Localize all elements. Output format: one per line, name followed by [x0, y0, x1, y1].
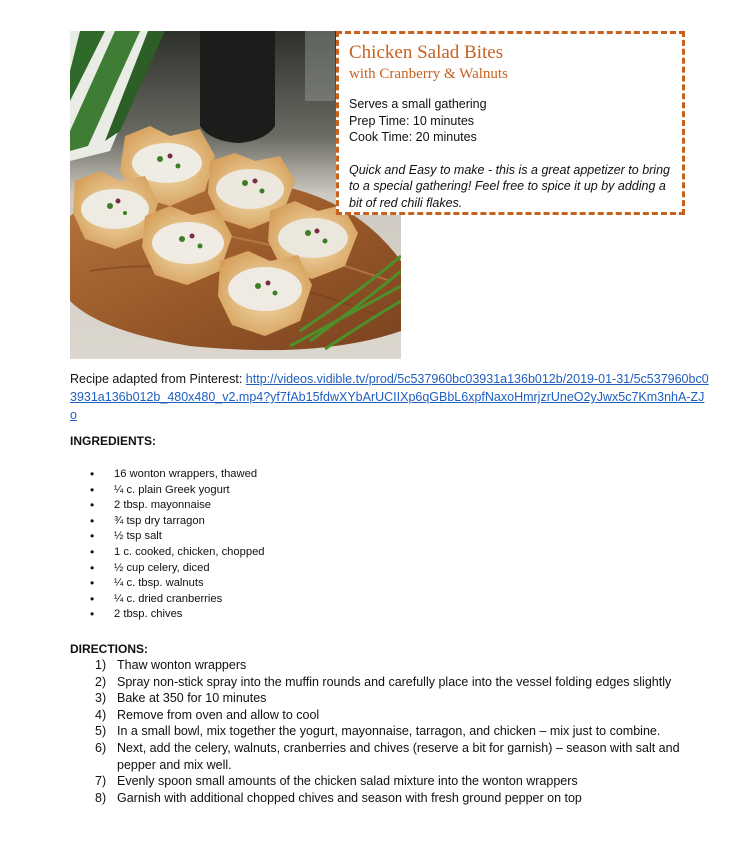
ingredient-item: • ½ cup celery, diced [90, 561, 265, 577]
step-number: 6) [95, 740, 107, 755]
step-text: Evenly spoon small amounts of the chicken salad mixture into the wonton wrappers [117, 774, 578, 789]
ingredient-item: • ¼ c. tbsp. walnuts [90, 576, 265, 592]
directions-list [95, 657, 695, 806]
direction-step [95, 707, 695, 724]
direction-step [95, 740, 695, 773]
direction-step [95, 674, 695, 691]
source-link[interactable]: http://videos.vidible.tv/prod/5c537960bc03931a136b012b/2019-01-31/5c537960bc03931a136b012b_480x480_v2.mp4?yf7fAb15fdwXYbArUCIIXp6qGBbL6xpfNaxoHmrjzrUneO2yJwx5c7Km3nhA-ZJo [70, 372, 709, 422]
step-number: 2) [95, 674, 107, 689]
step-number: 1) [95, 658, 107, 672]
cook-time: Cook Time: 20 minutes [349, 130, 477, 144]
direction-step [95, 690, 695, 707]
direction-step [95, 723, 695, 740]
step-text: Next, add the celery, walnuts, cranberries and chives (reserve a bit for garnish) – season with salt and pepper and mix well. [117, 740, 680, 772]
ingredient-item: • ½ tsp salt [90, 529, 265, 545]
prep-time: Prep Time: 10 minutes [349, 113, 475, 128]
recipe-description: Quick and Easy to make - this is a great appetizer to bring to a special gathering! Feel free to spice it up by adding a bit of red chili flakes. [349, 162, 670, 210]
direction-step [95, 773, 695, 790]
step-number: 5) [95, 724, 107, 739]
ingredients-heading: INGREDIENTS: [70, 434, 157, 448]
recipe-title: Chicken Salad Bites [349, 42, 504, 63]
ingredients-list [90, 467, 265, 623]
direction-step [95, 790, 695, 807]
serves-text: Serves a small gathering [349, 97, 487, 111]
recipe-source [70, 370, 710, 424]
step-number: 8) [95, 790, 107, 805]
step-text: Bake at 350 for 10 minutes [117, 691, 267, 706]
directions-heading: DIRECTIONS: [70, 642, 148, 656]
step-text: Remove from oven and allow to cool [117, 707, 320, 722]
step-text: Garnish with additional chopped chives and season with fresh ground pepper on top [117, 790, 582, 805]
ingredient-item: • 2 tbsp. chives [90, 607, 265, 623]
ingredient-item: • ¼ c. plain Greek yogurt [90, 483, 265, 499]
source-label: Recipe adapted from Pinterest: [70, 372, 246, 386]
ingredient-item: • ¾ tsp dry tarragon [90, 514, 265, 530]
direction-step [95, 657, 695, 674]
ingredient-item: • ¼ c. dried cranberries [90, 592, 265, 608]
step-number: 7) [95, 774, 107, 789]
step-number: 4) [95, 707, 107, 722]
recipe-subtitle: with Cranberry & Walnuts [349, 66, 508, 82]
ingredient-item: • 16 wonton wrappers, thawed [90, 467, 265, 483]
step-text: In a small bowl, mix together the yogurt, mayonnaise, tarragon, and chicken – mix just to combine. [117, 724, 661, 739]
ingredient-item: • 2 tbsp. mayonnaise [90, 498, 265, 514]
recipe-summary-box [336, 31, 685, 215]
step-text: Spray non-stick spray into the muffin rounds and carefully place into the vessel folding edges slightly [117, 674, 672, 689]
step-number: 3) [95, 691, 107, 706]
step-text: Thaw wonton wrappers [117, 658, 247, 672]
ingredient-item: • 1 c. cooked, chicken, chopped [90, 545, 265, 561]
